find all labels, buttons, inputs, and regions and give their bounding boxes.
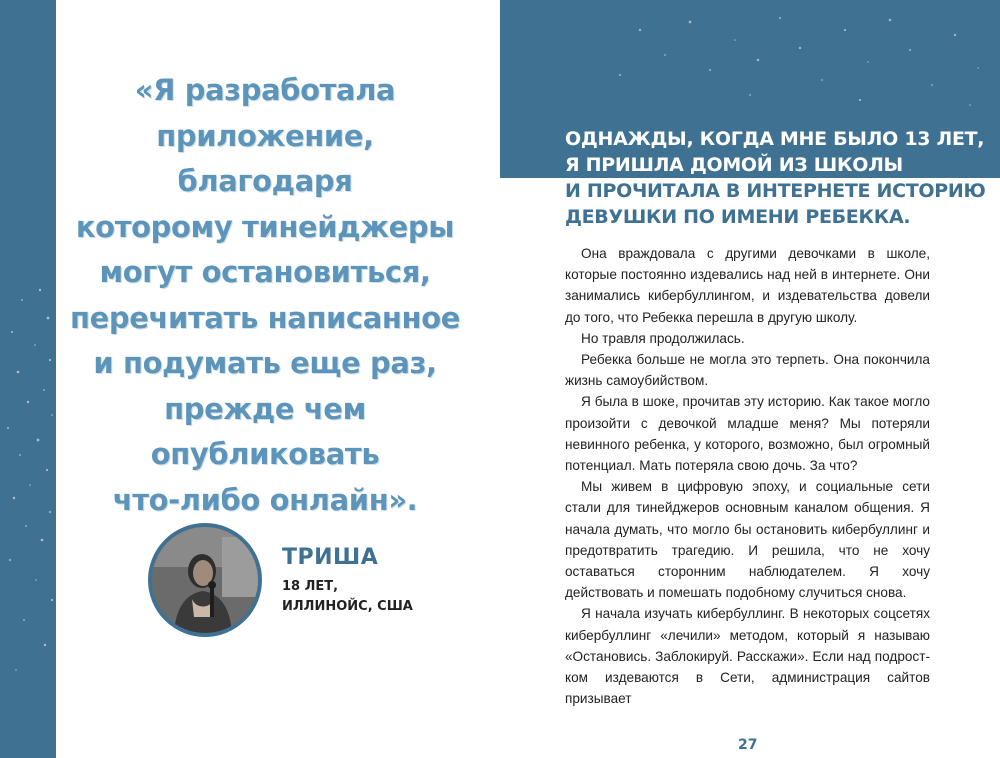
quote-line: прежде чем опубликовать — [150, 391, 380, 471]
heading-line: И ПРОЧИТАЛА В ИНТЕРНЕТЕ ИСТОРИЮ — [565, 180, 986, 202]
avatar — [148, 523, 262, 637]
speaker-profile — [148, 523, 478, 643]
quote-line: приложение, благодаря — [156, 118, 374, 198]
paragraph: Но травля продолжилась. — [581, 330, 745, 346]
quote-line: которому тинейджеры — [75, 209, 455, 244]
pull-quote — [70, 68, 460, 523]
speaker-age: 18 ЛЕТ, — [282, 579, 339, 594]
quote-line: и подумать еще раз, — [93, 346, 437, 380]
heading-line: Я ПРИШЛА ДОМОЙ ИЗ ШКОЛЫ — [565, 154, 903, 176]
heading-line: ДЕВУШКИ ПО ИМЕНИ РЕБЕККА. — [565, 206, 911, 228]
paragraph: Я начала изучать кибербуллинг. В некоторых соцсетях кибербуллинг «лечили» методом, который я называю «Остановись. Заблокируй. Расскажи». Если над подростком издеваются в Сети, администрация сайтов призывает — [565, 606, 930, 707]
right-page — [500, 0, 1000, 758]
quote-line: перечитать написанное — [70, 300, 460, 335]
speaker-name: ТРИША — [282, 545, 379, 570]
body-text — [565, 243, 930, 709]
splatter-texture-icon — [0, 0, 56, 758]
page-number: 27 — [738, 737, 758, 753]
paragraph: Я была в шоке, прочитав эту историю. Как такое могло произойти с девочкой младше меня? Мы потеряли невинного ребенка, у которого, возможно, был огромный потенциал. Мать потеряла свою дочь. За что? — [565, 394, 930, 474]
paragraph: Ребекка больше не могла это терпеть. Она покончила жизнь самоубийством. — [565, 352, 930, 389]
side-color-band — [0, 0, 56, 758]
speaker-location: ИЛЛИНОЙС, США — [282, 599, 413, 614]
photo-of-speaker-icon — [152, 527, 258, 633]
paragraph: Мы живем в цифровую эпоху, и социальные сети стали для тинейджеров основным каналом общения. Я начала думать, что могло бы остановить кибербуллинг и предотвратить трагедию. И решила, что не хочу оставаться сторонним наблюдателем. Я хочу действовать и помешать подобному случиться снова. — [565, 479, 930, 601]
heading-line: ОДНАЖДЫ, КОГДА МНЕ БЫЛО 13 ЛЕТ, — [565, 128, 985, 150]
speaker-details — [282, 577, 413, 617]
quote-line: что-либо онлайн». — [112, 482, 418, 517]
paragraph: Она враждовала с другими девочками в школе, которые постоянно издевались над ней в интернете. Они занимались кибербуллингом, и издевательства довели до того, что Ребекка перешла в другую школу. — [565, 246, 930, 325]
quote-line: «Я разработала — [134, 73, 396, 107]
chapter-heading — [565, 126, 995, 230]
quote-line: могут остановиться, — [99, 255, 431, 289]
